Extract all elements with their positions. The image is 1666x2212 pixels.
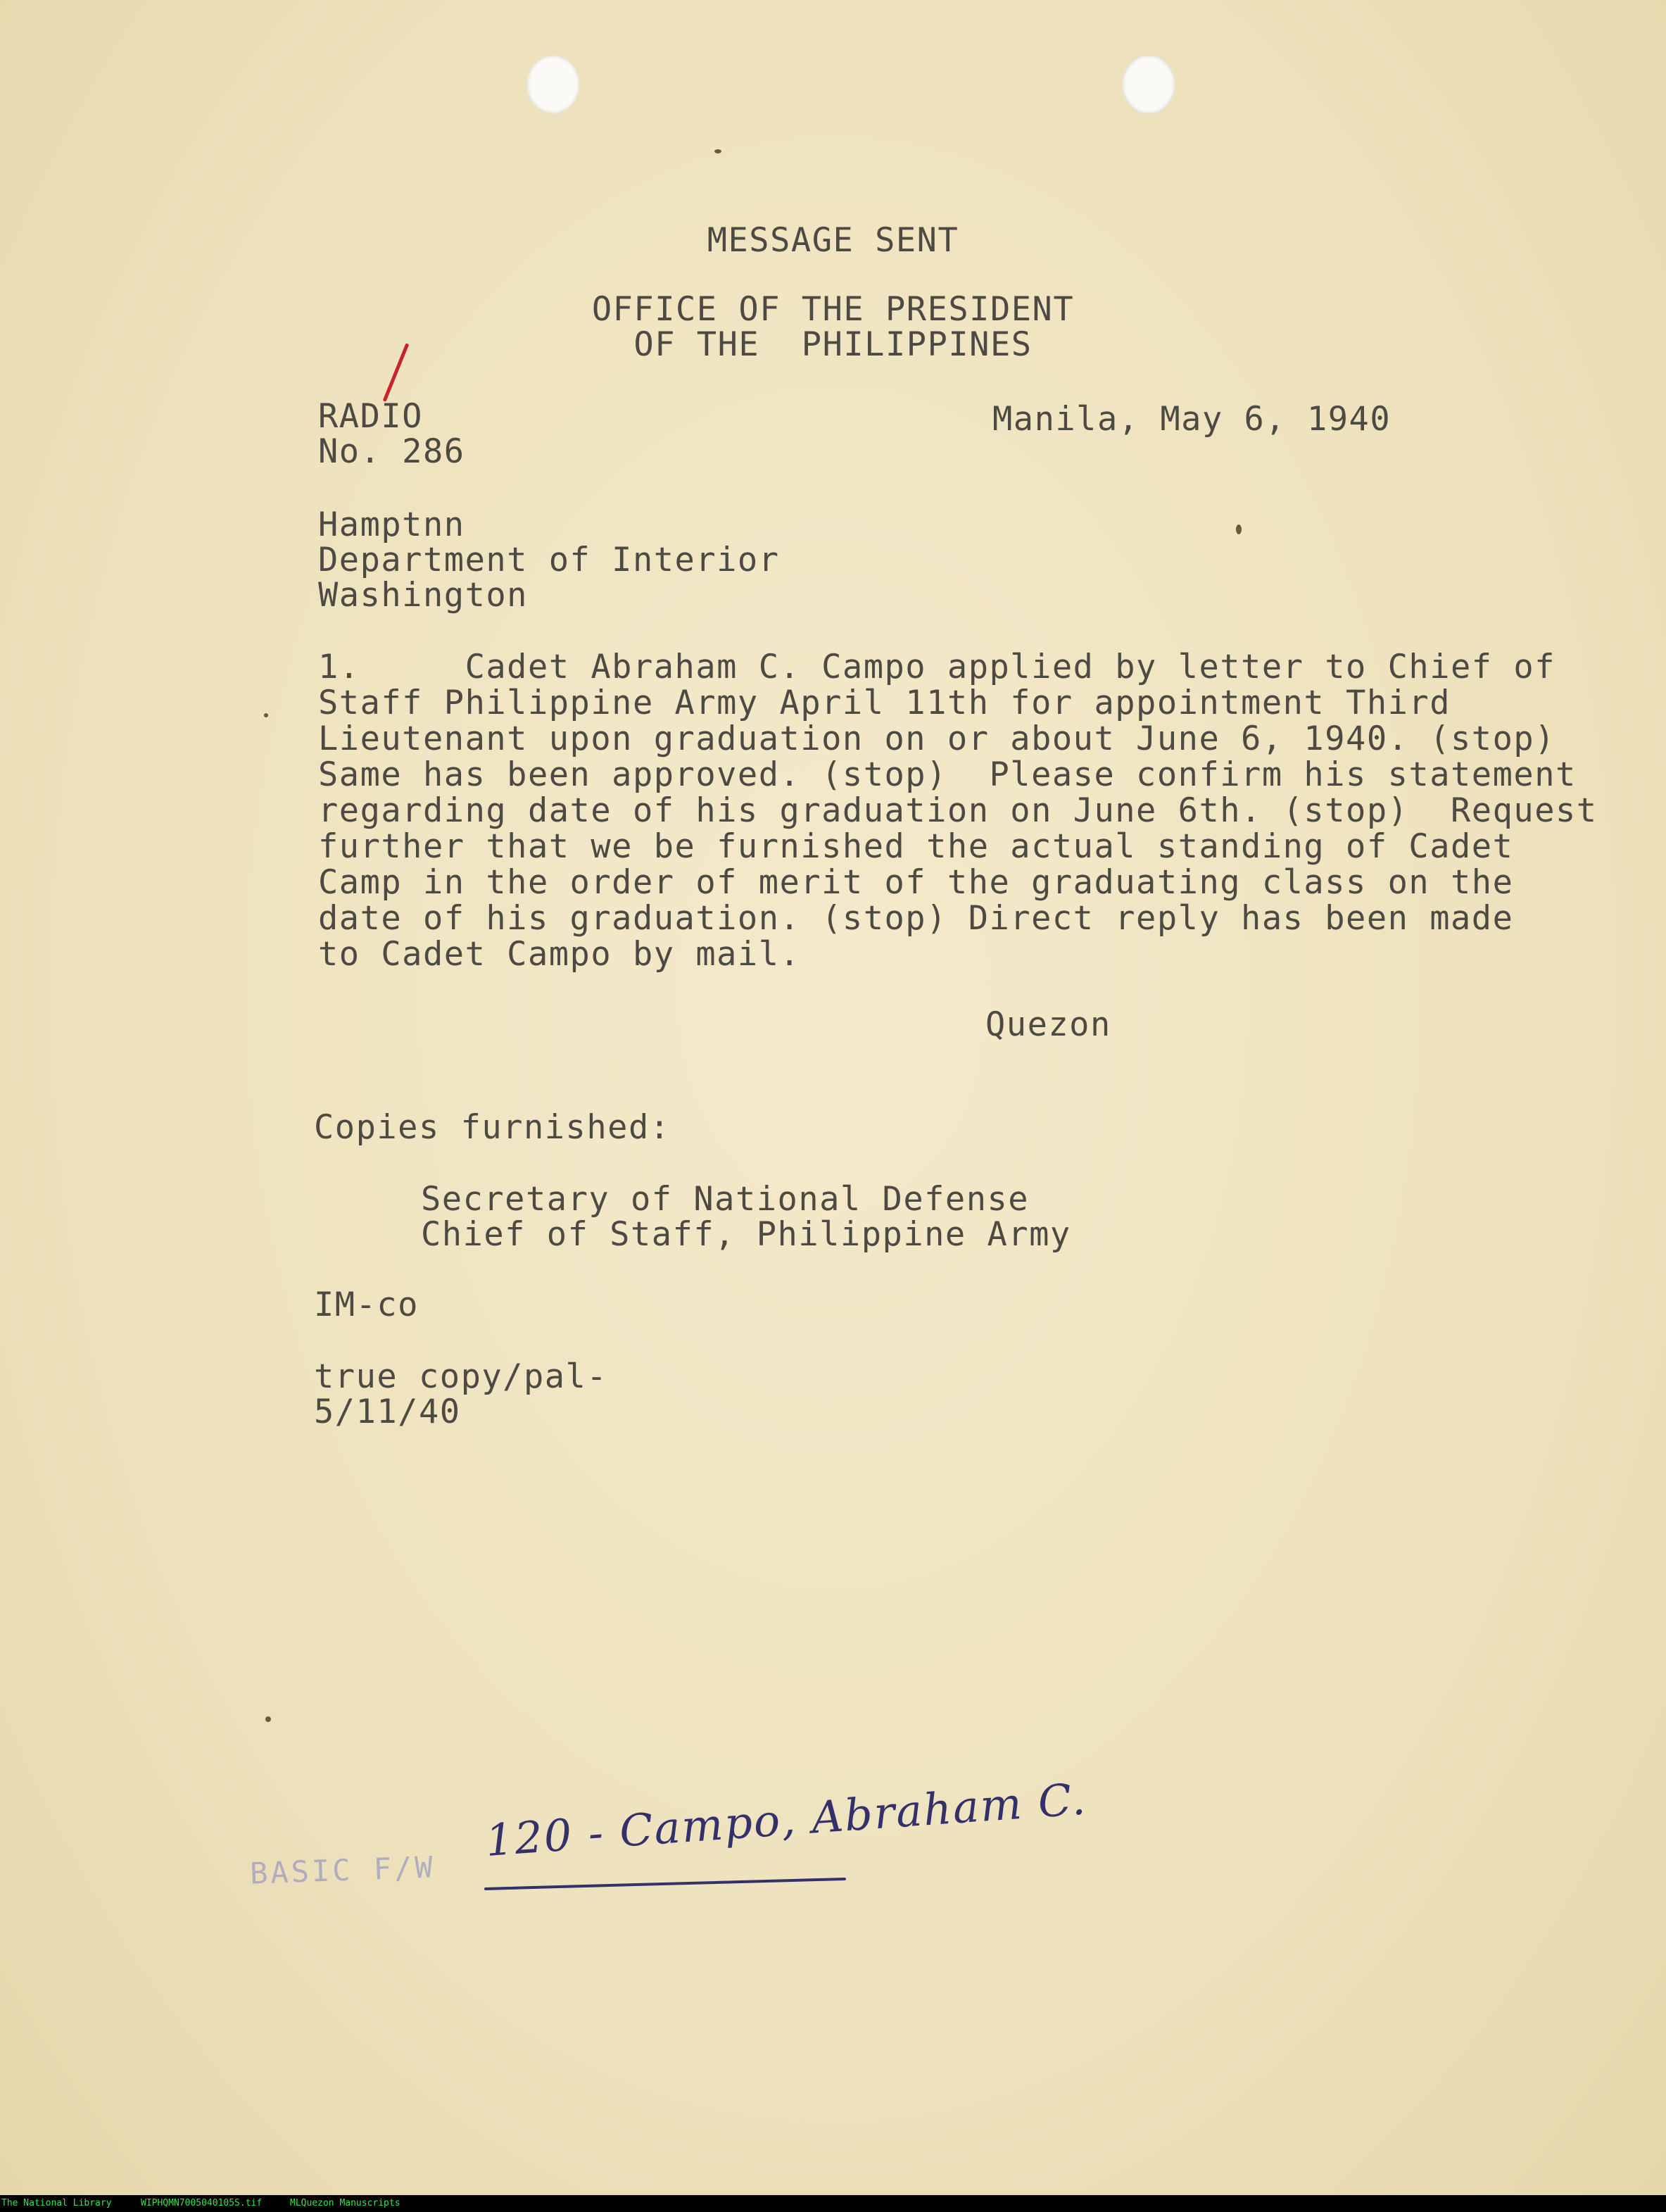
footer-library: The National Library <box>1 2198 112 2208</box>
signature: Quezon <box>985 1005 1111 1044</box>
message-type: RADIO <box>318 397 423 436</box>
paper-speck <box>714 149 721 153</box>
basic-file-stamp: BASIC F/W <box>249 1849 436 1891</box>
scan-footer-bar <box>0 2195 1666 2212</box>
office-line-2: OF THE PHILIPPINES <box>633 325 1033 364</box>
footer-collection: MLQuezon Manuscripts <box>290 2198 400 2208</box>
copy-recipient: Chief of Staff, Philippine Army <box>421 1215 1071 1254</box>
initials: IM-co <box>314 1286 419 1324</box>
body-line: Camp in the order of merit of the graduating class on the <box>318 863 1514 902</box>
handwritten-filing-note: 120 - Campo, Abraham C. <box>484 1773 1089 1866</box>
punch-hole-left <box>526 55 580 114</box>
body-line: to Cadet Campo by mail. <box>318 935 801 974</box>
message-number: No. 286 <box>318 432 465 471</box>
body-line: Lieutenant upon graduation on or about June 6, 1940. (stop) <box>318 719 1555 758</box>
paper-speck <box>265 1716 271 1722</box>
paper-speck <box>264 713 268 717</box>
copies-label: Copies furnished: <box>314 1108 671 1147</box>
place-date: Manila, May 6, 1940 <box>992 400 1392 439</box>
body-line: regarding date of his graduation on June 6th. (stop) Request <box>318 791 1598 830</box>
message-heading: MESSAGE SENT <box>707 221 959 260</box>
body-line: Staff Philippine Army April 11th for appointment Third <box>318 684 1451 722</box>
true-copy-note: true copy/pal- <box>314 1357 608 1396</box>
office-line-1: OFFICE OF THE PRESIDENT <box>591 290 1075 329</box>
paper-speck <box>1236 524 1242 534</box>
addressee-line: Hamptnn <box>318 505 465 544</box>
addressee-line: Washington <box>318 576 528 615</box>
punch-hole-right <box>1122 55 1175 114</box>
copy-recipient: Secretary of National Defense <box>421 1180 1030 1219</box>
true-copy-date: 5/11/40 <box>314 1393 461 1431</box>
addressee-line: Department of Interior <box>318 541 780 579</box>
body-line: 1. Cadet Abraham C. Campo applied by letter to Chief of <box>318 648 1555 686</box>
body-line: date of his graduation. (stop) Direct reply has been made <box>318 899 1514 938</box>
footer-file-id: WIPHQMN7005040105S.tif <box>141 2198 263 2208</box>
body-line: Same has been approved. (stop) Please confirm his statement <box>318 755 1577 794</box>
body-line: further that we be furnished the actual standing of Cadet <box>318 827 1514 866</box>
